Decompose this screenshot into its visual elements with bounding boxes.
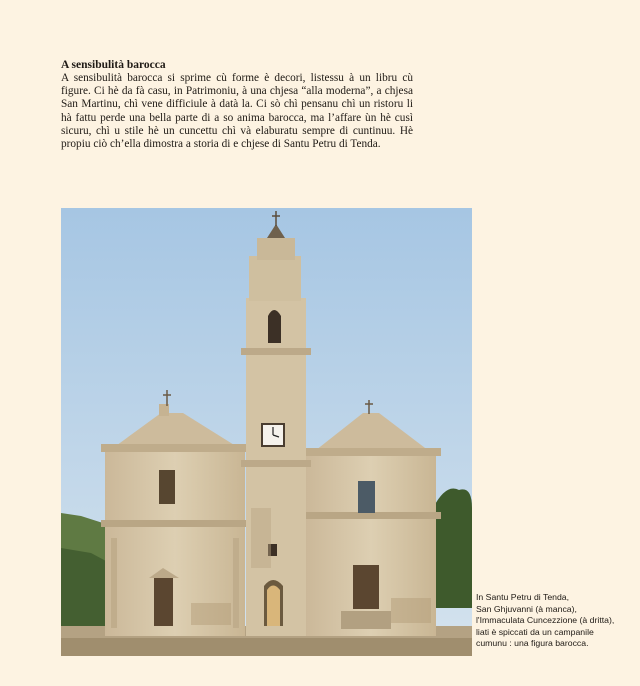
caption-line: liati è spiccati da un campanile — [476, 626, 594, 637]
caption-line: cumunu : una figura barocca. — [476, 638, 589, 649]
church-photo — [61, 208, 472, 656]
article-body: A sensibulità barocca si sprime cù forme è decori, listessu à un libru cù figure. Ci hè da fà casu, in Patrimoniu, à una chjesa “alla moderna”, a chjesa San Martinu, chì vene difficiule à datà la. Ci sò chì pensanu chì un ristoru li hà fattu perde una bella parte di a so anima barocca, ma l’affare ùn hè cusì sicuru, chì u stile hè un cuncettu chì và elaburatu sempre di cuntinuu. Hè propiu ciò ch’ella dimostra a storia di e chjese di Santu Petru di Tenda. — [61, 72, 413, 151]
caption-line: San Ghjuvanni (à manca), — [476, 603, 577, 614]
article — [61, 58, 413, 151]
photo-caption — [476, 592, 640, 650]
caption-line: In Santu Petru di Tenda, — [476, 592, 570, 602]
article-heading: A sensibulità barocca — [61, 59, 166, 71]
caption-line: l'Immaculata Cuncezzione (à dritta), — [476, 615, 615, 626]
